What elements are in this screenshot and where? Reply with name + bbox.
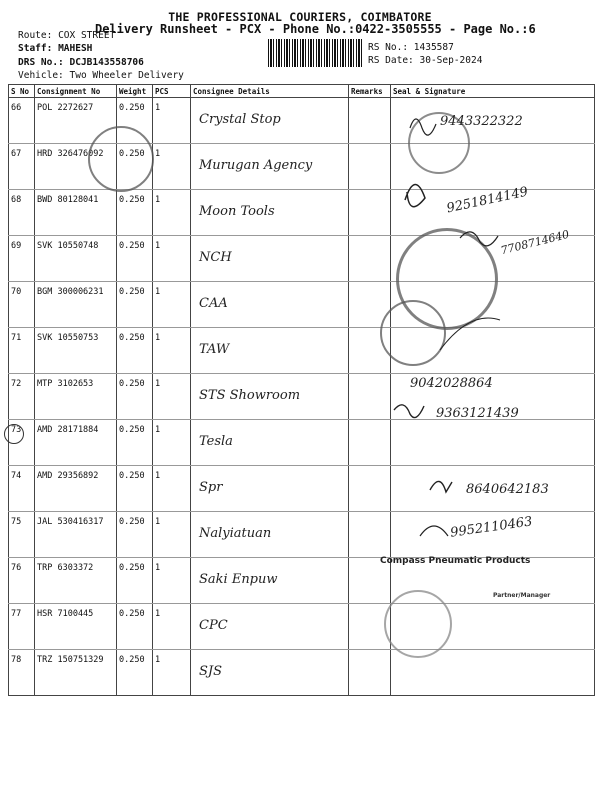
rs-no-value: 1435587 (413, 42, 454, 53)
consignee-handwriting: Murugan Agency (199, 158, 313, 173)
cell-pcs: 1 (153, 144, 191, 190)
signature-phone: 9443322322 (440, 114, 523, 129)
staff-value: MAHESH (58, 43, 93, 54)
cell-consignment: JAL 530416317 (35, 512, 117, 558)
signature-phone: 9952110463 (449, 514, 534, 541)
cell-sno: 71 (9, 328, 35, 374)
cell-pcs: 1 (153, 466, 191, 512)
rs-no-label: RS No.: (368, 42, 409, 53)
cell-consignment: POL 2272627 (35, 98, 117, 144)
signature-phone: 8640642183 (466, 482, 549, 497)
consignee-handwriting: Tesla (199, 434, 233, 449)
signature-phone: 9042028864 (410, 376, 493, 391)
cell-pcs: 1 (153, 98, 191, 144)
cell-pcs: 1 (153, 190, 191, 236)
consignee-handwriting: Saki Enpuw (199, 572, 278, 587)
cell-consignment: BWD 80128041 (35, 190, 117, 236)
cell-pcs: 1 (153, 420, 191, 466)
rs-date-value: 30-Sep-2024 (419, 55, 483, 66)
signature-phone: 9363121439 (436, 406, 519, 421)
cell-weight: 0.250 (117, 650, 153, 696)
cell-weight: 0.250 (117, 558, 153, 604)
drs-label: DRS No.: (18, 57, 64, 68)
cell-sno: 69 (9, 236, 35, 282)
cell-weight: 0.250 (117, 420, 153, 466)
cell-consignment: AMD 28171884 (35, 420, 117, 466)
cell-sno: 73 (9, 420, 35, 466)
cell-pcs: 1 (153, 282, 191, 328)
col-remarks: Remarks (349, 85, 391, 98)
cell-sno: 70 (9, 282, 35, 328)
consignee-handwriting: Spr (199, 480, 223, 495)
consignee-handwriting: TAW (199, 342, 230, 357)
cell-consignment: MTP 3102653 (35, 374, 117, 420)
col-weight: Weight (117, 85, 153, 98)
cell-weight: 0.250 (117, 190, 153, 236)
consignee-handwriting: Moon Tools (199, 204, 275, 219)
cell-consignment: TRZ 150751329 (35, 650, 117, 696)
consignee-handwriting: NCH (199, 250, 232, 265)
col-sno: S No (9, 85, 35, 98)
route-label: Route: (18, 30, 53, 41)
cell-pcs: 1 (153, 558, 191, 604)
company-stamp: Compass Pneumatic Products (380, 556, 531, 566)
cell-sno: 66 (9, 98, 35, 144)
consignee-handwriting: Crystal Stop (199, 112, 281, 127)
cell-weight: 0.250 (117, 144, 153, 190)
cell-pcs: 1 (153, 236, 191, 282)
company-title: THE PROFESSIONAL COURIERS, COIMBATORE (168, 10, 432, 24)
cell-pcs: 1 (153, 604, 191, 650)
cell-weight: 0.250 (117, 512, 153, 558)
vehicle-value: Two Wheeler Delivery (69, 70, 184, 81)
col-seal: Seal & Signature (391, 85, 595, 98)
signature-phone: 9251814149 (445, 184, 530, 217)
cell-weight: 0.250 (117, 282, 153, 328)
cell-consignment: HSR 7100445 (35, 604, 117, 650)
cell-weight: 0.250 (117, 604, 153, 650)
signature-phone: 7708714640 (499, 227, 571, 258)
cell-weight: 0.250 (117, 466, 153, 512)
cell-pcs: 1 (153, 328, 191, 374)
staff-label: Staff: (18, 43, 53, 54)
consignee-handwriting: CAA (199, 296, 228, 311)
cell-pcs: 1 (153, 512, 191, 558)
cell-weight: 0.250 (117, 98, 153, 144)
cell-consignment: AMD 29356892 (35, 466, 117, 512)
cell-sno: 77 (9, 604, 35, 650)
route-value: COX STREET (58, 30, 116, 41)
consignee-handwriting: SJS (199, 664, 223, 679)
cell-sno: 67 (9, 144, 35, 190)
cell-sno: 68 (9, 190, 35, 236)
col-consignee: Consignee Details (191, 85, 349, 98)
cell-consignment: TRP 6303372 (35, 558, 117, 604)
cell-sno: 74 (9, 466, 35, 512)
cell-consignment: HRD 326476092 (35, 144, 117, 190)
runsheet-title: Delivery Runsheet - PCX - Phone No.:0422-3505555 - Page No.:6 (95, 22, 536, 36)
rs-date-label: RS Date: (368, 55, 414, 66)
cell-pcs: 1 (153, 374, 191, 420)
drs-value: DCJB143558706 (69, 57, 144, 68)
consignee-handwriting: CPC (199, 618, 228, 633)
cell-sno: 76 (9, 558, 35, 604)
cell-consignment: SVK 10550748 (35, 236, 117, 282)
cell-pcs: 1 (153, 650, 191, 696)
cell-weight: 0.250 (117, 236, 153, 282)
vehicle-label: Vehicle: (18, 70, 64, 81)
cell-weight: 0.250 (117, 374, 153, 420)
cell-consignment: BGM 300006231 (35, 282, 117, 328)
cell-sno: 75 (9, 512, 35, 558)
cell-sno: 78 (9, 650, 35, 696)
consignee-handwriting: Nalyiatuan (199, 526, 272, 541)
col-consignment: Consignment No (35, 85, 117, 98)
consignee-handwriting: STS Showroom (199, 388, 301, 403)
cell-weight: 0.250 (117, 328, 153, 374)
col-pcs: PCS (153, 85, 191, 98)
company-stamp-sub: Partner/Manager (493, 592, 551, 599)
cell-consignment: SVK 10550753 (35, 328, 117, 374)
cell-sno: 72 (9, 374, 35, 420)
